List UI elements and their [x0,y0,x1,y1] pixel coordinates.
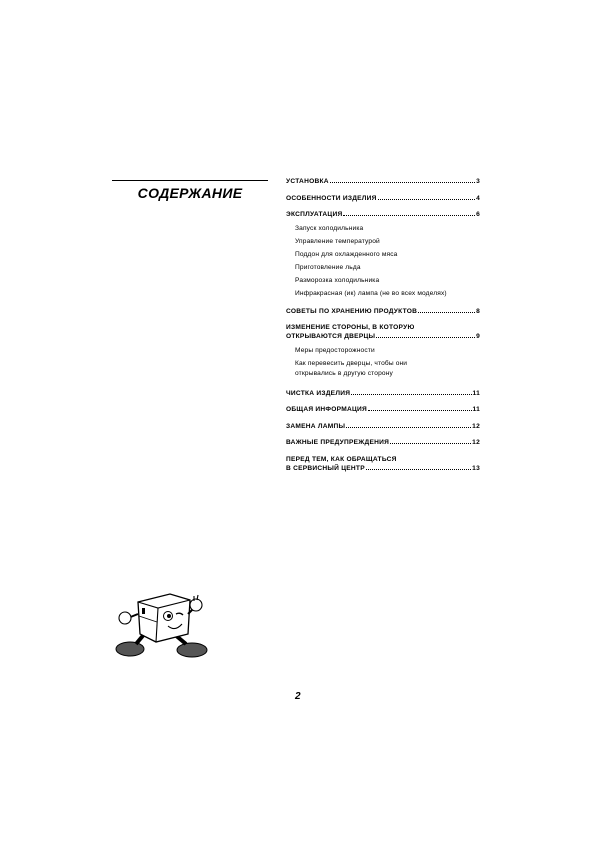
toc-subentry[interactable]: Разморозка холодильника [295,276,380,284]
toc-entry-izmenenie[interactable] [286,324,480,341]
toc-entry-osobennosti[interactable] [286,195,480,204]
toc-entry-sovety[interactable] [286,308,480,317]
fridge-mascot-icon [108,588,213,663]
toc-entry-obshchaya[interactable] [286,406,480,415]
toc-entry-ustanovka[interactable] [286,178,480,187]
toc-subentry[interactable]: Запуск холодильника [295,224,364,232]
toc-entry-zamena[interactable] [286,423,480,432]
toc-entry-page: 11 [472,389,480,397]
leader-dots [376,337,475,338]
leader-dots [368,410,471,411]
toc-entry-label: ЭКСПЛУАТАЦИЯ [286,211,343,219]
toc-entry-servis[interactable] [286,456,480,473]
leader-dots [351,394,471,395]
toc-entry-page: 11 [472,406,480,414]
table-of-contents [286,178,480,473]
toc-entry-page: 4 [476,194,480,202]
toc-entry-label: СОВЕТЫ ПО ХРАНЕНИЮ ПРОДУКТОВ [286,307,418,315]
toc-entry-page: 3 [476,178,480,185]
toc-heading: СОДЕРЖАНИЕ [137,185,243,201]
leader-dots [390,443,471,444]
leader-dots [378,199,475,200]
toc-entry-label: УСТАНОВКА [286,178,329,185]
toc-entry-page: 13 [472,464,480,472]
leader-dots [346,427,471,428]
leader-dots [418,312,475,313]
toc-subentry[interactable]: Меры предосторожности [295,346,375,354]
toc-subentry-line: открывались в другую сторону [295,369,393,377]
leader-dots [343,215,475,216]
toc-entry-label: В СЕРВИСНЫЙ ЦЕНТР [286,464,365,472]
toc-subentry-line: Как перевесить дверцы, чтобы они [295,359,408,367]
toc-entry-ekspluatatsiya[interactable] [286,211,480,220]
toc-entry-preduprezhdeniya[interactable] [286,439,480,448]
toc-entry-label: ЧИСТКА ИЗДЕЛИЯ [286,389,351,397]
heading-rule [112,180,268,181]
leader-dots [366,469,471,470]
page-number: 2 [295,691,301,702]
leader-dots [330,182,475,183]
toc-entry-label: ОБЩАЯ ИНФОРМАЦИЯ [286,406,368,414]
toc-subentry[interactable]: Управление температурой [295,237,380,245]
toc-entry-label: ОСОБЕННОСТИ ИЗДЕЛИЯ [286,194,377,202]
toc-entry-page: 12 [472,422,480,430]
toc-subentry[interactable]: Приготовление льда [295,263,361,271]
toc-entry-label: ЗАМЕНА ЛАМПЫ [286,422,346,430]
toc-entry-chistka[interactable] [286,390,480,399]
toc-entry-page: 12 [472,439,480,447]
toc-subentry[interactable]: Инфракрасная (ик) лампа (не во всех моделях) [295,289,447,297]
toc-entry-page: 9 [476,332,480,340]
toc-entry-label: ВАЖНЫЕ ПРЕДУПРЕЖДЕНИЯ [286,439,390,447]
toc-subentry-multiline[interactable] [286,357,480,380]
toc-entry-page: 6 [476,211,480,219]
toc-subentry[interactable]: Поддон для охлажденного мяса [295,250,398,258]
toc-entry-label: ПЕРЕД ТЕМ, КАК ОБРАЩАТЬСЯ [286,455,397,463]
toc-entry-label: ИЗМЕНЕНИЕ СТОРОНЫ, В КОТОРУЮ [286,324,415,332]
toc-entry-label: ОТКРЫВАЮТСЯ ДВЕРЦЫ [286,332,376,340]
toc-entry-page: 8 [476,307,480,315]
